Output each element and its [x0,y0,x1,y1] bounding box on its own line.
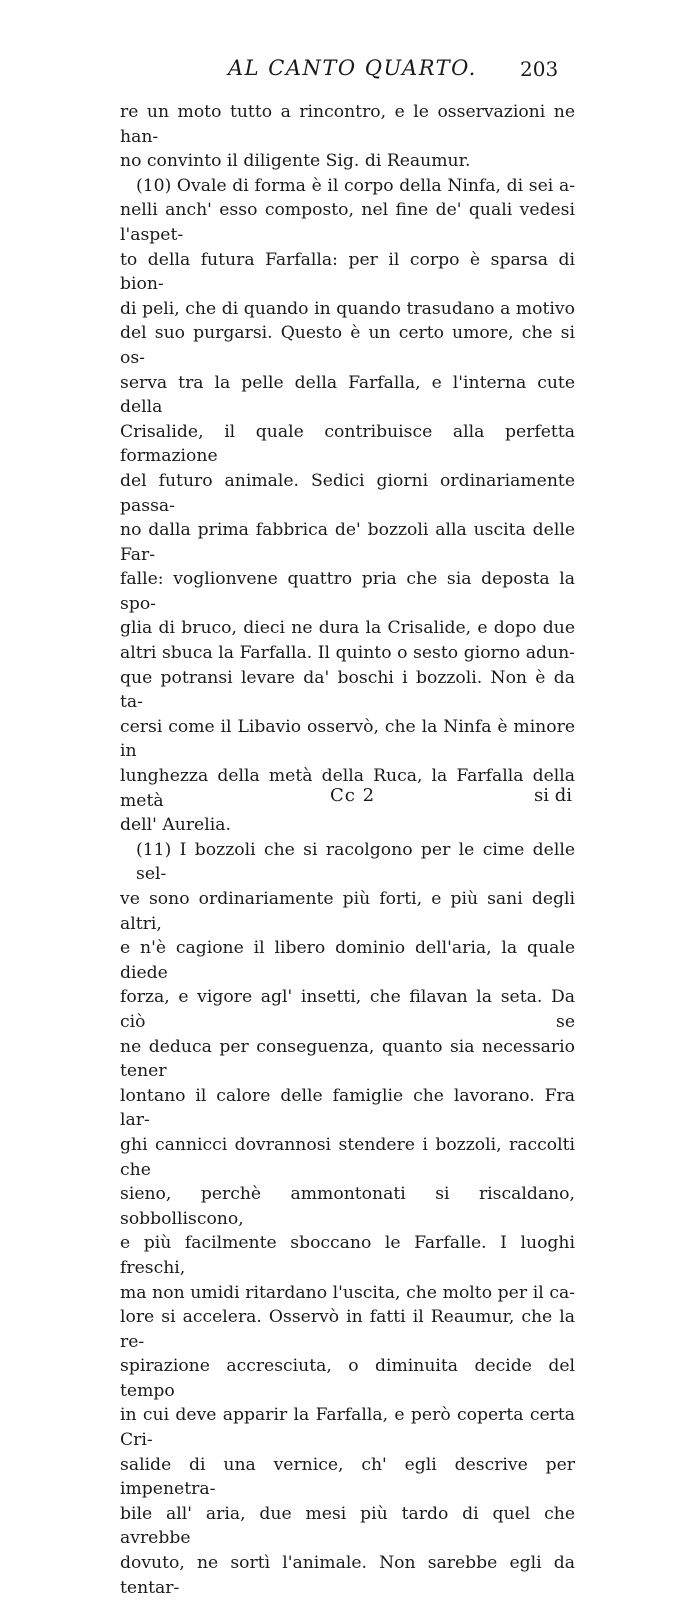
text-line: sieno, perchè ammontonati si riscaldano, sobbolliscono, [120,1184,575,1229]
text-line: lontano il calore delle famiglie che lavorano. Fra lar- [120,1085,575,1131]
body-text [120,100,575,1600]
text-line: del futuro animale. Sedici giorni ordinariamente passa- [120,470,575,516]
page-footer [0,785,675,813]
text-line: ne deduca per conseguenza, quanto sia necessario tener [120,1036,575,1082]
text-line: que potransi levare da' boschi i bozzoli. Non è da ta- [120,667,575,713]
text-line: dell' Aurelia. [120,815,231,836]
text-line: glia di bruco, dieci ne dura la Crisalide, e dopo due [120,618,575,639]
running-head [0,56,675,88]
text-line: bile all' aria, due mesi più tardo di quel che avrebbe [120,1503,575,1549]
signature-mark: Cc 2 [330,785,376,806]
text-line: altri sbuca la Farfalla. Il quinto o sesto giorno adun- [120,643,575,664]
text-line: dovuto, ne sortì l'animale. Non sarebbe egli da tentar- [120,1553,575,1598]
text-line: lore si accelera. Osservò in fatti il Reaumur, che la re- [120,1307,575,1352]
text-line: Crisalide, il quale contribuisce alla perfetta formazione [120,421,575,467]
text-line: salide di una vernice, ch' egli descrive per impenetra- [120,1454,575,1500]
text-line: falle: voglionvene quattro pria che sia deposta la spo- [120,569,575,614]
text-line: cersi come il Libavio osservò, che la Ninfa è minore in [120,716,575,762]
text-line: serva tra la pelle della Farfalla, e l'interna cute della [120,372,575,418]
text-line: e più facilmente sboccano le Farfalle. I luoghi freschi, [120,1233,575,1278]
text-line: in cui deve apparir la Farfalla, e però coperta certa Cri- [120,1405,575,1451]
text-line: lunghezza della metà della Ruca, la Farfalla della metà [120,766,575,811]
text-line: forza, e vigore agl' insetti, che filavan la seta. Da ciò se [120,987,575,1032]
text-line: spirazione accresciuta, o diminuita decide del tempo [120,1356,575,1401]
text-line: e n'è cagione il libero dominio dell'aria, la quale diede [120,938,575,983]
running-head-title: AL CANTO QUARTO. [228,56,477,80]
text-line: to della futura Farfalla: per il corpo è sparsa di bion- [120,249,575,295]
text-line: del suo purgarsi. Questo è un certo umore, che si os- [120,323,575,368]
text-line: no convinto il diligente Sig. di Reaumur. [120,151,471,172]
catchword: si di [534,785,572,806]
text-line: re un moto tutto a rincontro, e le osservazioni ne han- [120,102,575,147]
text-line: (10) Ovale di forma è il corpo della Ninfa, di sei a- [136,175,575,196]
text-line: ghi cannicci dovrannosi stendere i bozzoli, raccolti che [120,1134,575,1180]
text-line: ma non umidi ritardano l'uscita, che molto per il ca- [120,1282,575,1303]
text-line: di peli, che di quando in quando trasudano a motivo [120,298,575,319]
text-line: ve sono ordinariamente più forti, e più sani degli altri, [120,889,575,934]
page-number: 203 [520,57,559,81]
text-line: nelli anch' esso composto, nel fine de' quali vedesi l'aspet- [120,200,575,245]
text-line: no dalla prima fabbrica de' bozzoli alla uscita delle Far- [120,520,575,565]
text-line: (11) I bozzoli che si racolgono per le cime delle sel- [136,839,575,885]
